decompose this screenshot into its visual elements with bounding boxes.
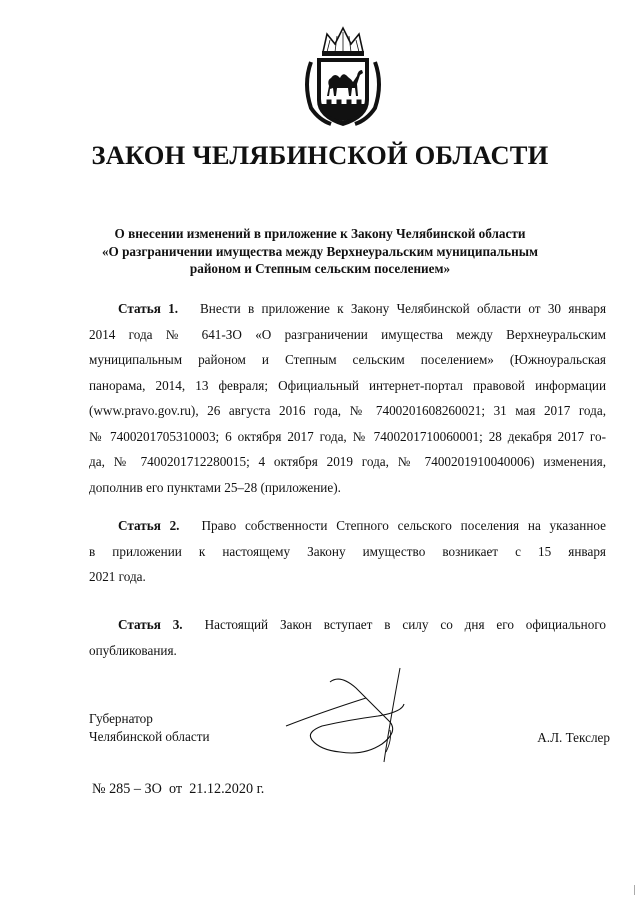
article-line: опубликования. — [89, 642, 177, 658]
page-edge-mark — [634, 885, 635, 895]
article-line: в приложении к настоящему Закону имущество возникает с 15 января — [89, 543, 606, 559]
subtitle-line: О внесении изменений в приложение к Закону Челябинской области — [114, 226, 526, 241]
signatory-position-line: Губернатор — [89, 711, 153, 726]
signatory-position-line: Челябинской области — [89, 729, 210, 744]
article-line: дополнив его пунктами 25–28 (приложение). — [89, 479, 341, 495]
signatory-position — [89, 710, 210, 746]
handwritten-signature — [282, 660, 412, 768]
article-line: Статья 2. Право собственности Степного сельского поселения на указанное — [118, 518, 606, 533]
article-label: Статья 1. — [118, 301, 179, 316]
article-line: № 7400201705310003; 6 октября 2017 года, № 7400201710060001; 28 декабря 2017 го- — [89, 428, 606, 444]
article-line: (www.pravo.gov.ru), 26 августа 2016 года, № 7400201608260021; 31 мая 2017 года, — [89, 403, 606, 418]
subtitle-line: «О разграничении имущества между Верхнеуральским муниципальным — [101, 243, 539, 259]
article-label: Статья 3. — [118, 617, 183, 632]
article-label: Статья 2. — [118, 518, 180, 533]
article-line: муниципальным районом и Степным сельским поселением» (Южноуральская — [89, 352, 606, 367]
article-line: 2021 года. — [89, 569, 146, 584]
article-line: 2014 года № 641-ЗО «О разграничении имущества между Верхнеуральским — [89, 326, 606, 342]
article-line: Статья 1. Внести в приложение к Закону Челябинской области от 30 января — [118, 301, 607, 316]
coat-of-arms-icon — [297, 22, 389, 130]
law-subtitle — [60, 225, 580, 278]
article-2 — [89, 513, 606, 590]
law-title: ЗАКОН ЧЕЛЯБИНСКОЙ ОБЛАСТИ — [91, 140, 549, 170]
article-line: панорама, 2014, 13 февраля; Официальный интернет-портал правовой информации — [89, 377, 606, 393]
signatory-name: А.Л. Текслер — [537, 730, 610, 745]
subtitle-line: районом и Степным сельским поселением» — [189, 261, 451, 276]
article-3 — [89, 612, 606, 663]
article-line: Статья 3. Настоящий Закон вступает в силу со дня его официального — [118, 617, 606, 632]
registration-number: № 285 – ЗО от 21.12.2020 г. — [92, 781, 265, 797]
article-1 — [89, 296, 606, 500]
article-line: да, № 7400201712280015; 4 октября 2019 года, № 7400201910040006) изменения, — [89, 454, 606, 469]
